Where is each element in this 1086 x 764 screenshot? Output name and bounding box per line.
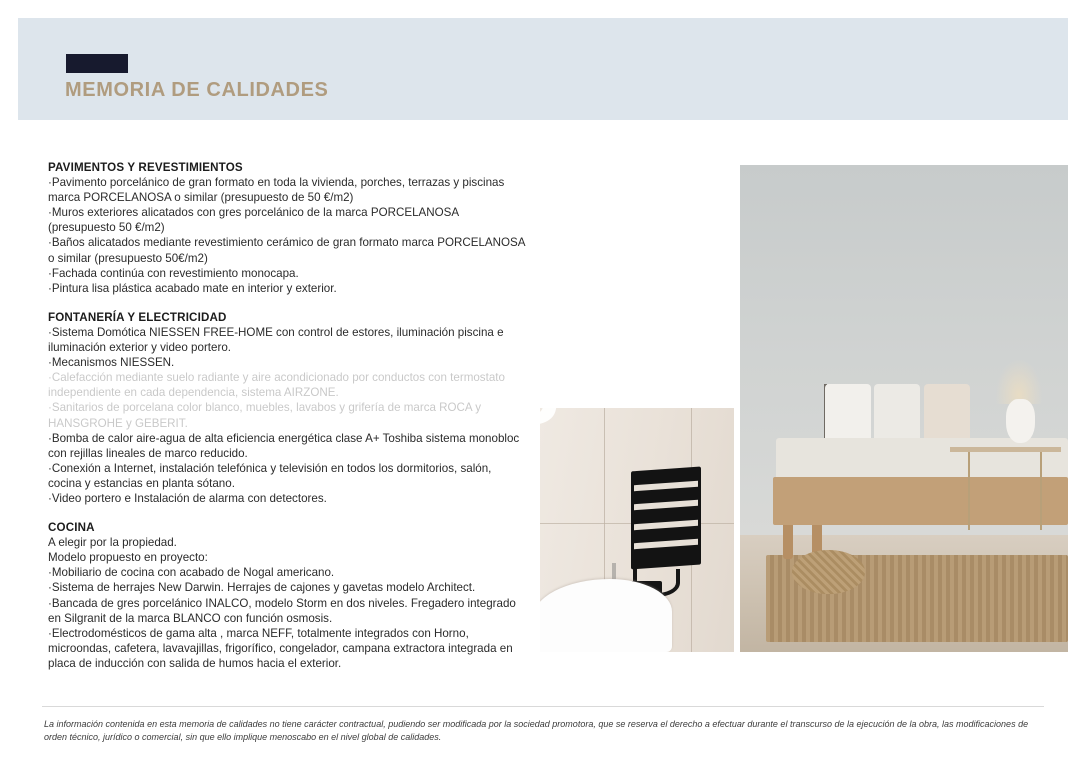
section-line: ·Sistema de herrajes New Darwin. Herrajes de cajones y gavetas modelo Architect. — [48, 581, 476, 595]
black-towel-radiator — [631, 467, 701, 569]
section-line: ·Sistema Domótica NIESSEN FREE-HOME con control de estores, iluminación piscina e iluminación exterior y video portero. — [48, 325, 504, 355]
living-room-photo — [740, 165, 1068, 652]
pampas-grass — [996, 360, 1042, 404]
sofa-base — [773, 477, 1068, 526]
section-line: ·Calefacción mediante suelo radiante y aire acondicionado por conductos con termostato independiente en cada dependencia, sistema AIRZONE. — [48, 371, 505, 400]
woven-pouf — [792, 550, 864, 594]
section-line: ·Electrodomésticos de gama alta , marca NEFF, totalmente integrados con Horno, microondas, cafetera, lavavajillas, frigorífico, congelador, campana extractora integrada en placa de inducción con salida de humos hacia el exterior. — [48, 626, 513, 670]
radiator-slot — [634, 539, 698, 549]
section-line: ·Baños alicatados mediante revestimiento cerámico de gran formato marca PORCELANOSA o similar (presupuesto 50€/m2) — [48, 236, 525, 265]
header-band — [18, 18, 1068, 120]
watermark-text: ES — [430, 338, 563, 445]
footer-divider — [42, 706, 1044, 707]
section-heading: COCINA — [48, 521, 95, 535]
side-table-leg — [968, 452, 970, 530]
section-line: ·Mecanismos NIESSEN. — [48, 356, 175, 370]
radiator-slot — [634, 500, 698, 510]
section-line: ·Mobiliario de cocina con acabado de Nogal americano. — [48, 566, 335, 580]
page-title: MEMORIA DE CALIDADES — [65, 79, 329, 101]
radiator-slot — [634, 480, 698, 490]
section-heading: FONTANERÍA Y ELECTRICIDAD — [48, 310, 227, 324]
header-accent-rule — [66, 54, 128, 73]
section-line: ·Pavimento porcelánico de gran formato en toda la vivienda, porches, terrazas y piscinas marca PORCELANOSA o similar (presupuesto de 50 €/m2) — [48, 176, 505, 205]
section-fontaneria — [48, 310, 526, 506]
side-table-leg — [1040, 452, 1042, 530]
section-line: ·Video portero e Instalación de alarma con detectores. — [48, 491, 327, 505]
section-line: ·Fachada continúa con revestimiento monocapa. — [48, 266, 299, 280]
section-line: ·Bomba de calor aire-agua de alta eficiencia energética clase A+ Toshiba sistema monobloc con rejillas lineales de marco reducido. — [48, 431, 520, 460]
section-cocina — [48, 520, 526, 671]
section-line: ·Conexión a Internet, instalación telefónica y televisión en todos los dormitorios, salón, cocina y estancias en planta sótano. — [48, 461, 492, 490]
section-line: ·Bancada de gres porcelánico INALCO, modelo Storm en dos niveles. Fregadero integrado en Silgranit de la marca BLANCO con función osmosis. — [48, 596, 516, 625]
section-pavimentos — [48, 160, 526, 296]
freestanding-bathtub — [540, 579, 672, 652]
section-line: ·Sanitarios de porcelana color blanco, muebles, lavabos y grifería de marca ROCA y HANSGROHE y GEBERIT. — [48, 401, 482, 430]
sofa-leg — [783, 525, 793, 559]
specifications-content — [48, 160, 526, 671]
section-line: A elegir por la propiedad. — [48, 536, 177, 550]
section-line: ·Pintura lisa plástica acabado mate en interior y exterior. — [48, 281, 337, 295]
bathroom-photo — [540, 408, 734, 652]
section-heading: PAVIMENTOS Y REVESTIMIENTOS — [48, 161, 243, 174]
section-line: Modelo propuesto en proyecto: — [48, 551, 208, 565]
section-line: ·Muros exteriores alicatados con gres porcelánico de la marca PORCELANOSA (presupuesto 50 €/m2) — [48, 206, 459, 235]
radiator-slot — [634, 519, 698, 529]
ceramic-vase — [1006, 399, 1036, 443]
footer-disclaimer: La información contenida en esta memoria de calidades no tiene carácter contractual, pudiendo ser modificada por la sociedad promotora, que se reserva el derecho a efectuar durante el transcurso de la ejecución de la obra, las modificaciones de orden técnico, jurídico o comercial, sin que ello implique menoscabo en el nivel global de calidades. — [44, 719, 1029, 742]
